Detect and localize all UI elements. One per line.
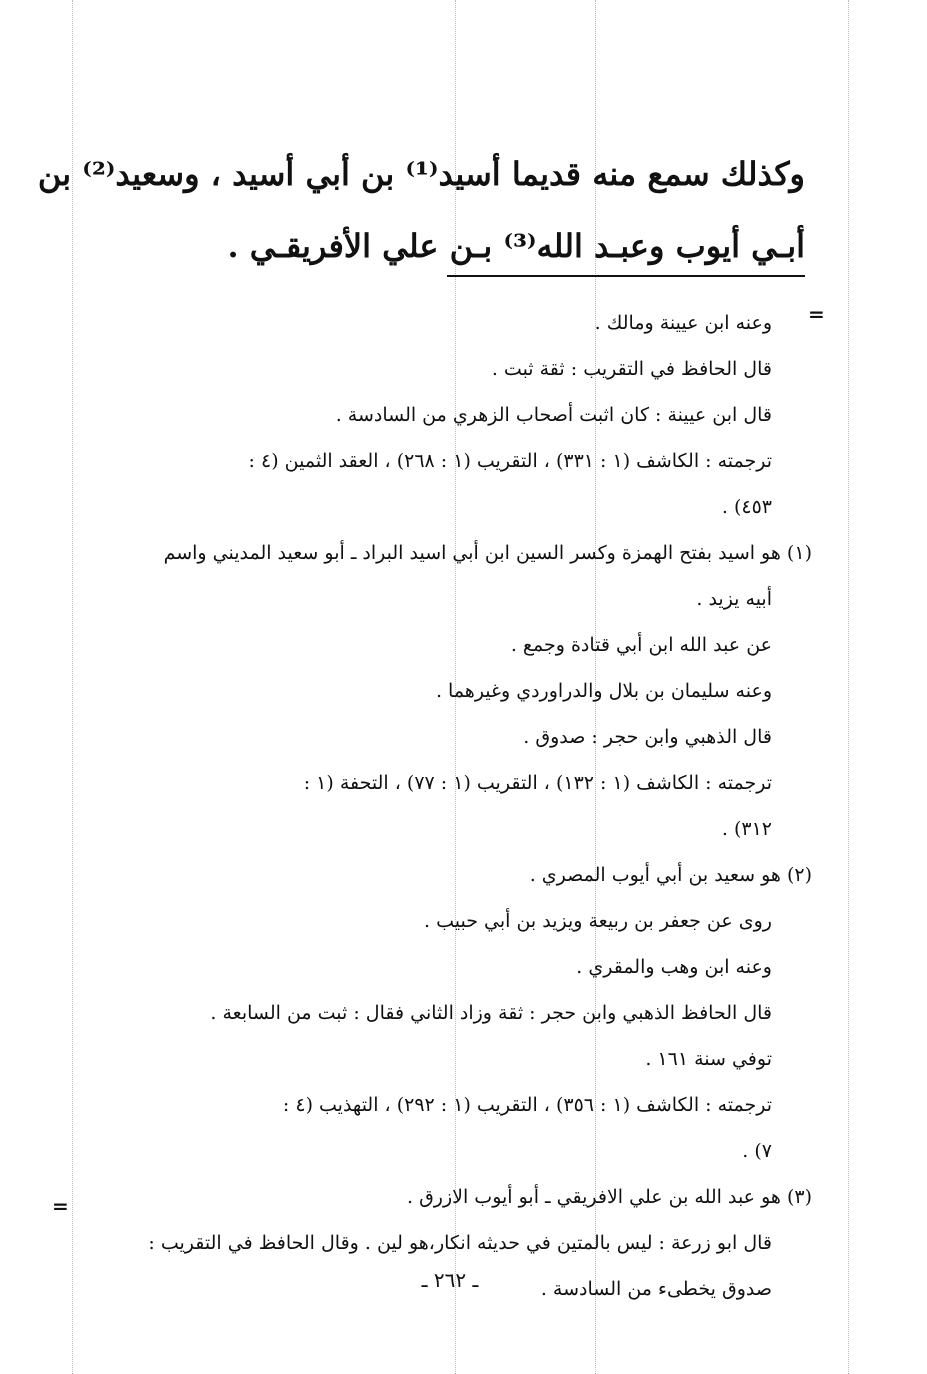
continuation-mark-end: = — [52, 1194, 69, 1218]
footnote-line: ٣١٢) . — [721, 818, 772, 840]
footnote-3: (٣) هو عبد الله بن علي الافريقي ـ أبو أيوب الازرق . — [406, 1186, 812, 1208]
footnote-line: ترجمته : الكاشف (١ : ٣٥٦) ، التقريب (١ : ٢٩٢) ، التهذيب (٤ : — [282, 1094, 772, 1116]
continuation-mark: = — [808, 302, 825, 326]
footnotes — [100, 300, 812, 1312]
footnote-2: (٢) هو سعيد بن أبي أيوب المصري . — [529, 864, 812, 886]
footnote-line: قال الحافظ في التقريب : ثقة ثبت . — [491, 358, 772, 380]
footnote-line: قال ابن عيينة : كان اثبت أصحاب الزهري من السادسة . — [335, 404, 772, 426]
footnote-line: صدوق يخطىء من السادسة . — [540, 1278, 772, 1300]
footnote-line: ٧) . — [742, 1140, 772, 1162]
footnote-line: أبيه يزيد . — [696, 588, 772, 610]
footnote-line: قال ابو زرعة : ليس بالمتين في حديثه انكار،هو لين . وقال الحافظ في التقريب : — [148, 1232, 772, 1254]
footnote-separator — [447, 275, 805, 277]
footnote-line: ٤٥٣) . — [721, 496, 772, 518]
main-line: أبـي أيوب وعبـد الله⁽³⁾ بـن علي الأفريقـي . — [227, 227, 805, 265]
footnote-line: ترجمته : الكاشف (١ : ١٣٢) ، التقريب (١ : ٧٧) ، التحفة (١ : — [303, 772, 772, 794]
footnote-line: عن عبد الله ابن أبي قتادة وجمع . — [510, 634, 772, 656]
footnote-line: توفي سنة ١٦١ . — [645, 1048, 772, 1070]
footnote-line: روى عن جعفر بن ربيعة ويزيد بن أبي حبيب . — [424, 910, 772, 932]
footnote-line: وعنه ابن وهب والمقري . — [576, 956, 772, 978]
footnote-line: ترجمته : الكاشف (١ : ٣٣١) ، التقريب (١ : ٢٦٨) ، العقد الثمين (٤ : — [248, 450, 772, 472]
page-number: ـ ٢٦٢ ـ — [421, 1268, 479, 1292]
footnote-line: قال الحافظ الذهبي وابن حجر : ثقة وزاد الثاني فقال : ثبت من السابعة . — [210, 1002, 772, 1024]
footnote-line: وعنه ابن عيينة ومالك . — [594, 312, 772, 334]
footnote-line: وعنه سليمان بن بلال والدراوردي وغيرهما . — [435, 680, 772, 702]
scan-guide-line — [848, 0, 849, 1374]
footnote-line: قال الذهبي وابن حجر : صدوق . — [523, 726, 772, 748]
main-text — [37, 138, 805, 282]
footnote-1: (١) هو اسيد بفتح الهمزة وكسر السين ابن أبي اسيد البراد ـ أبو سعيد المديني واسم — [163, 542, 812, 564]
main-line: وكذلك سمع منه قديما أسيد⁽¹⁾ بن أبي أسيد ، وسعيد⁽²⁾ بن — [37, 155, 805, 193]
